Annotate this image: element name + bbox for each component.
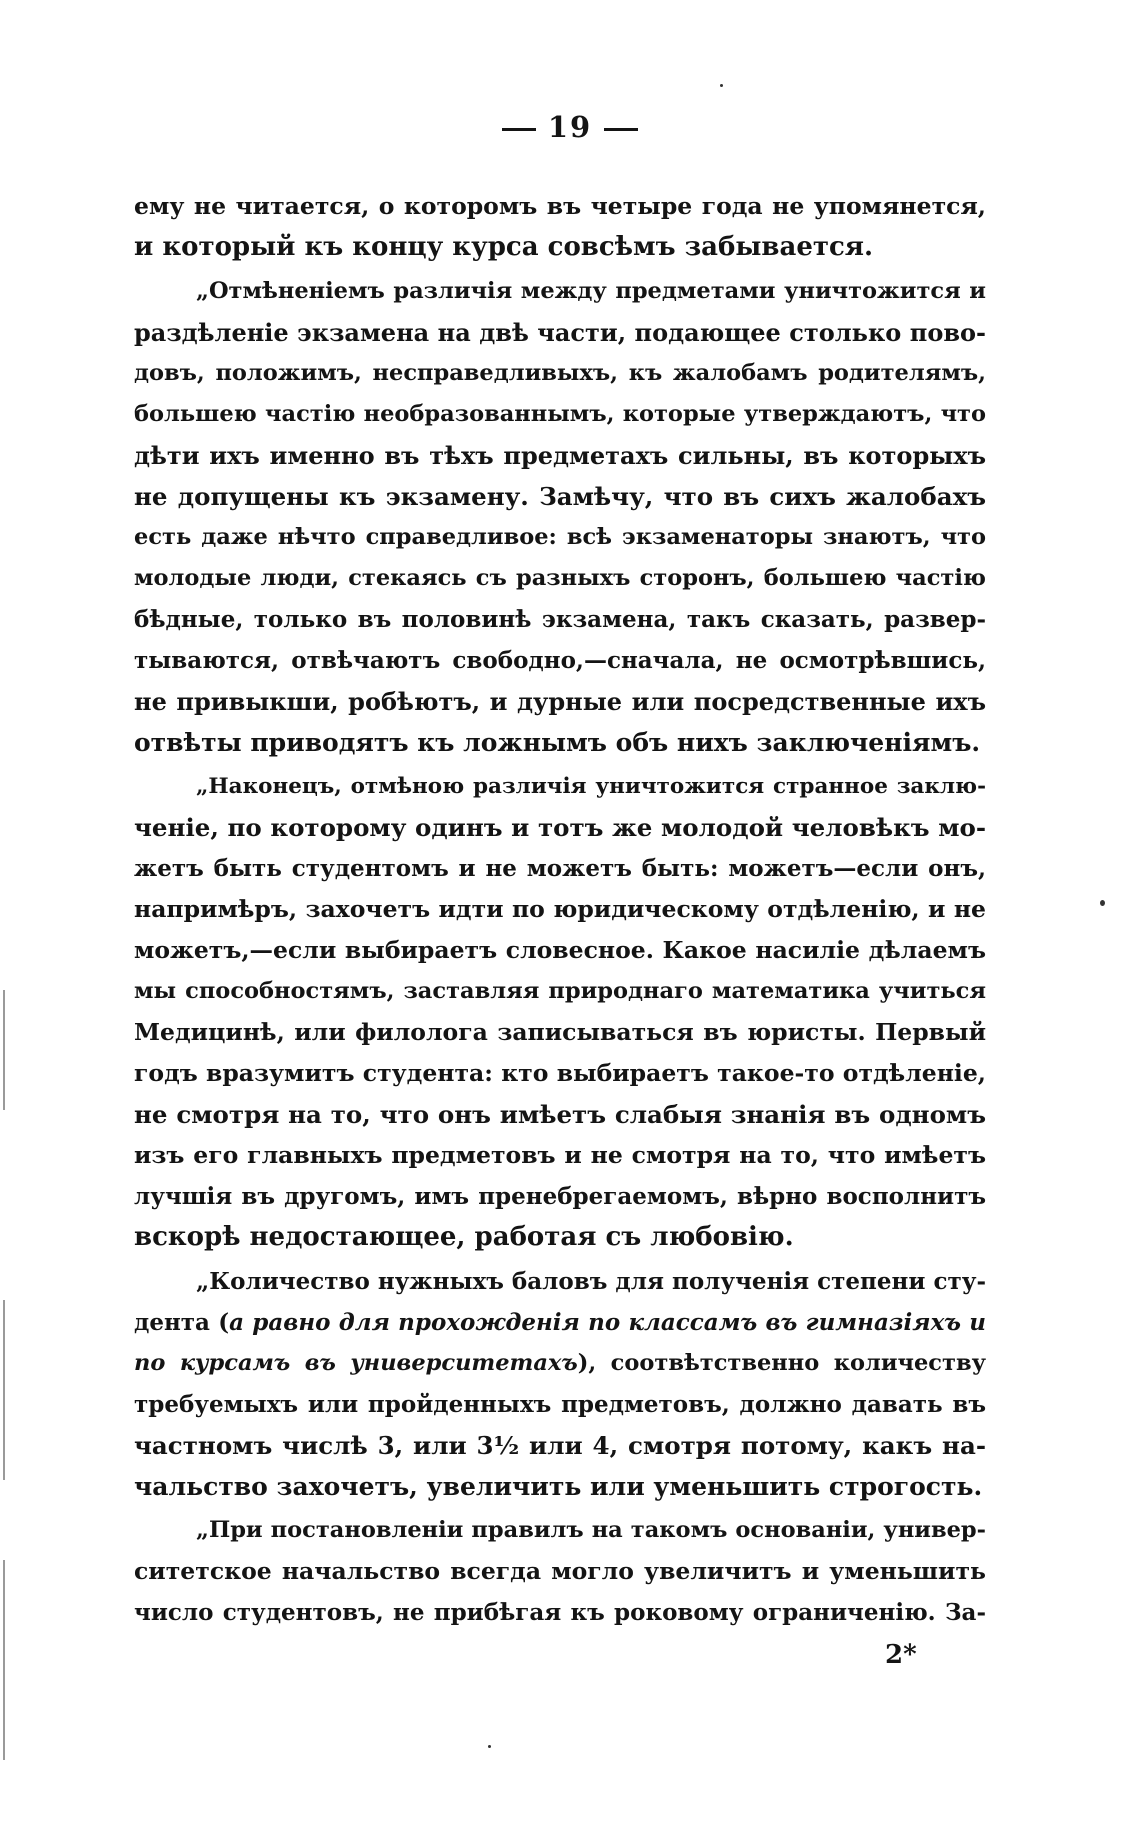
text-line: бѣдные, только въ половинѣ экзамена, такъ сказать, развер-: [134, 606, 986, 633]
italic-segment: а равно для прохожденія по классамъ въ гимназіяхъ и: [229, 1309, 986, 1336]
scan-edge-line: [3, 1300, 5, 1480]
text-line: ченіе, по которому одинъ и тотъ же молодой человѣкъ мо-: [134, 813, 986, 842]
text-line: „Наконецъ, отмѣною различія уничтожится странное заклю-: [196, 774, 986, 799]
text-line: [134, 1343, 986, 1384]
text-line: дѣти ихъ именно въ тѣхъ предметахъ сильны, въ которыхъ: [134, 441, 986, 470]
text-line: изъ его главныхъ предметовъ и не смотря на то, что имѣетъ: [134, 1141, 986, 1169]
text-line: довъ, положимъ, несправедливыхъ, къ жалобамъ родителямъ,: [134, 360, 986, 386]
scan-speck: [488, 1745, 491, 1748]
text-line: большею частію необразованнымъ, которые утверждаютъ, что: [134, 401, 986, 427]
text-line: не допущены къ экзамену. Замѣчу, что въ сихъ жалобахъ: [134, 482, 986, 511]
italic-segment: по курсамъ въ университетахъ: [134, 1350, 578, 1376]
header-dash-left: [502, 128, 536, 131]
text-line: можетъ,—если выбираетъ словесное. Какое насиліе дѣлаемъ: [134, 936, 986, 964]
text-line: не привыкши, робѣютъ, и дурные или посредственные ихъ: [134, 687, 986, 716]
scan-speck: [1100, 900, 1105, 906]
text-segment: ), соотвѣтственно количеству: [577, 1350, 986, 1376]
text-line: раздѣленіе экзамена на двѣ части, подающее столько пово-: [134, 318, 986, 347]
text-segment: дента (: [134, 1309, 230, 1336]
text-line: число студентовъ, не прибѣгая къ роковому ограниченію. За-: [134, 1599, 986, 1626]
page-number: 19: [547, 110, 593, 144]
text-line: жетъ быть студентомъ и не можетъ быть: можетъ—если онъ,: [134, 855, 986, 882]
page-header: [0, 110, 1140, 144]
body-text: [134, 186, 986, 1633]
text-line: есть даже нѣчто справедливое: всѣ экзаменаторы знаютъ, что: [134, 524, 986, 550]
text-line: требуемыхъ или пройденныхъ предметовъ, должно давать въ: [134, 1391, 986, 1418]
text-line: чальство захочетъ, увеличить или уменьшить строгость.: [134, 1472, 983, 1501]
scan-edge-line: [3, 1560, 5, 1760]
text-line: лучшія въ другомъ, имъ пренебрегаемомъ, вѣрно восполнитъ: [134, 1183, 986, 1210]
text-line: отвѣты приводятъ къ ложнымъ объ нихъ заключеніямъ.: [134, 728, 981, 757]
text-line: ему не читается, о которомъ въ четыре года не упомянется,: [134, 192, 986, 220]
text-line: и который къ концу курса совсѣмъ забывается.: [134, 232, 874, 262]
header-dash-right: [604, 128, 638, 131]
text-line: Медицинѣ, или филолога записываться въ юристы. Первый: [134, 1018, 986, 1046]
text-line: „Количество нужныхъ баловъ для полученія степени сту-: [196, 1268, 986, 1295]
text-line: „При постановленіи правилъ на такомъ основаніи, универ-: [196, 1517, 986, 1543]
text-line: годъ вразумитъ студента: кто выбираетъ такое-то отдѣленіе,: [134, 1059, 986, 1087]
text-line: тываются, отвѣчаютъ свободно,—сначала, не осмотрѣвшись,: [134, 647, 986, 674]
scan-speck: [720, 84, 723, 87]
text-line: напримѣръ, захочетъ идти по юридическому отдѣленію, и не: [134, 895, 986, 923]
text-line: [134, 1302, 986, 1343]
text-line: „Отмѣненіемъ различія между предметами уничтожится и: [196, 278, 986, 304]
text-line: вскорѣ недостающее, работая съ любовію.: [134, 1222, 794, 1252]
text-line: частномъ числѣ 3, или 3½ или 4, смотря потому, какъ на-: [134, 1431, 986, 1460]
text-line: ситетское начальство всегда могло увеличитъ и уменьшить: [134, 1557, 986, 1585]
signature-mark: 2*: [885, 1640, 917, 1670]
scan-edge-line: [3, 990, 5, 1110]
text-line: мы способностямъ, заставляя природнаго математика учиться: [134, 978, 986, 1004]
text-line: не смотря на то, что онъ имѣетъ слабыя знанія въ одномъ: [134, 1100, 986, 1129]
text-line: молодые люди, стекаясь съ разныхъ сторонъ, большею частію: [134, 565, 986, 591]
